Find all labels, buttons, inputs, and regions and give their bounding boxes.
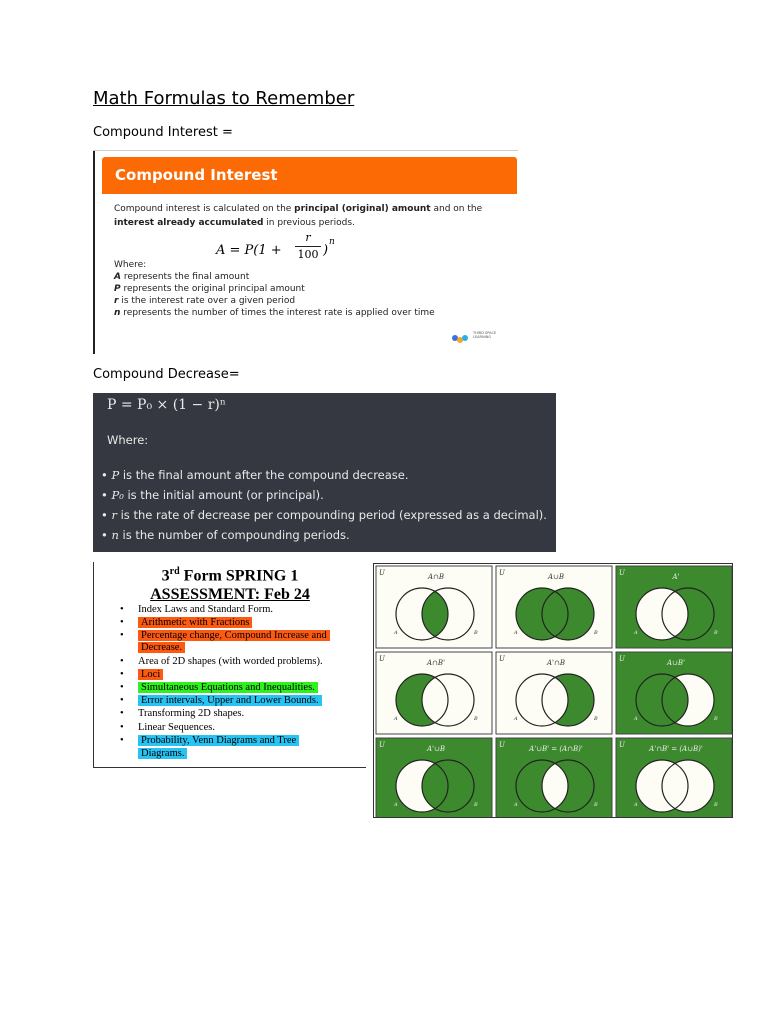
assessment-topic-text: Linear Sequences. [138, 722, 215, 733]
cd-bullet-text: is the number of compounding periods. [118, 528, 350, 542]
region-label: A'∪B' = (A∩B)' [529, 745, 583, 753]
set-b-label: B [714, 716, 718, 722]
var-symbol: n [114, 308, 121, 318]
compound-decrease-formula: P = P₀ × (1 − r)ⁿ [107, 397, 226, 413]
set-a-label: A [394, 630, 398, 636]
assessment-topic-text: Arithmetic with Fractions [138, 617, 252, 628]
title-part: Form SPRING 1 [179, 567, 299, 585]
ci-var-a [114, 272, 249, 282]
region-label: A∪B [547, 573, 565, 581]
venn-diagrams-svg [374, 564, 732, 817]
assessment-topic [138, 708, 244, 720]
universal-label: U [379, 655, 385, 663]
cd-bullet-text: is the initial amount (or principal). [123, 488, 324, 502]
var-desc: represents the final amount [120, 272, 250, 282]
venn-cell [616, 652, 732, 734]
venn-cell [616, 566, 732, 648]
cd-symbol: r [111, 508, 117, 522]
cd-bullet-text: is the final amount after the compound decrease. [119, 468, 409, 482]
set-b-label: B [474, 716, 478, 722]
region-label: A'∪B [427, 745, 445, 753]
universal-label: U [619, 741, 625, 749]
cd-bullet-item: • P₀ is the initial amount (or principal). [101, 488, 324, 502]
formula-numerator: r [305, 231, 311, 244]
formula-denominator: 100 [297, 248, 319, 261]
venn-cell [496, 652, 612, 734]
set-b-label: B [714, 630, 718, 636]
ci-var-n [114, 308, 435, 318]
title-superscript: rd [169, 566, 180, 577]
ci-desc-text: in previous periods. [263, 218, 355, 228]
ci-desc-text: and on the [430, 204, 483, 214]
assessment-title-line-2: ASSESSMENT: Feb 24 [150, 586, 310, 603]
assessment-topic-text: Transforming 2D shapes. [138, 708, 245, 719]
venn-cell [496, 566, 612, 648]
set-a-label: A [634, 802, 638, 808]
region-label: A∪B' [667, 659, 685, 667]
formula-lhs: A = P(1 + [216, 243, 282, 258]
set-a-label: A [514, 802, 518, 808]
formula-exponent: n [329, 237, 335, 247]
var-symbol: P [114, 284, 121, 294]
assessment-topic-text: Probability, Venn Diagrams and Tree [138, 735, 299, 746]
title-part: 3 [161, 567, 170, 585]
assessment-topic [138, 735, 299, 747]
set-a-label: A [394, 716, 398, 722]
assessment-topic [138, 682, 318, 694]
set-a-label: A [634, 716, 638, 722]
compound-decrease-heading: Compound Decrease= [93, 367, 240, 382]
cd-bullet-item: • P is the final amount after the compound decrease. [101, 468, 409, 482]
assessment-topic [138, 669, 163, 681]
card-left-edge [93, 150, 95, 354]
assessment-topic-text: Simultaneous Equations and Inequalities. [138, 682, 318, 693]
var-symbol: r [114, 296, 119, 306]
compound-interest-header-text: Compound Interest [115, 166, 278, 184]
cd-symbol: n [111, 528, 119, 542]
assessment-topic-text: Loci [138, 669, 163, 680]
assessment-topic [138, 617, 252, 629]
cd-where-label: Where: [107, 433, 149, 447]
card-top-border [93, 150, 518, 151]
region-label: A' [672, 573, 680, 581]
var-desc: represents the original principal amount [120, 284, 305, 294]
ci-description-line-2 [114, 218, 355, 228]
third-space-learning-logo [451, 330, 511, 342]
region-label: A∩B [427, 573, 445, 581]
venn-cell [376, 652, 492, 734]
ci-var-r [114, 296, 295, 306]
assessment-topic-text: Area of 2D shapes (with worded problems). [138, 656, 323, 667]
set-b-label: B [594, 630, 598, 636]
assessment-topic [138, 656, 323, 668]
assessment-topic-text: Error intervals, Upper and Lower Bounds. [138, 695, 322, 706]
compound-interest-heading: Compound Interest = [93, 125, 233, 140]
cd-bullet-item: • r is the rate of decrease per compounding period (expressed as a decimal). [101, 508, 547, 522]
assessment-topic [138, 604, 273, 616]
venn-cell [616, 738, 732, 817]
universal-label: U [379, 569, 385, 577]
assessment-card [93, 562, 366, 768]
ci-where-label: Where: [114, 260, 147, 270]
set-a-label: A [394, 802, 398, 808]
var-desc: is the interest rate over a given period [118, 296, 296, 306]
set-a-label: A [514, 716, 518, 722]
assessment-topic [138, 695, 322, 707]
assessment-topic [138, 642, 185, 654]
ci-desc-bold: interest already accumulated [114, 218, 264, 228]
set-b-label: B [714, 802, 718, 808]
region-label: A∩B' [427, 659, 445, 667]
universal-label: U [499, 569, 505, 577]
set-b-label: B [474, 630, 478, 636]
venn-cell [376, 738, 492, 817]
var-symbol: A [114, 272, 121, 282]
set-a-label: A [634, 630, 638, 636]
region-label: A'∩B [547, 659, 565, 667]
fraction-bar [295, 246, 321, 247]
assessment-topic-text: Index Laws and Standard Form. [138, 604, 274, 615]
universal-label: U [499, 655, 505, 663]
assessment-topic [138, 748, 187, 760]
universal-label: U [499, 741, 505, 749]
logo-text: THIRD SPACE LEARNING [473, 331, 497, 339]
venn-diagram-grid [373, 563, 733, 818]
assessment-topic-text: Diagrams. [138, 748, 187, 759]
cd-symbol: P₀ [111, 488, 124, 502]
set-b-label: B [594, 802, 598, 808]
formula-rhs: ) [323, 243, 329, 258]
assessment-topic [138, 630, 330, 642]
set-a-label: A [514, 630, 518, 636]
document-title: Math Formulas to Remember [93, 88, 355, 109]
cd-bullet-item: • n is the number of compounding periods. [101, 528, 350, 542]
region-label: A'∩B' = (A∪B)' [649, 745, 703, 753]
ci-var-p [114, 284, 305, 294]
compound-decrease-card [93, 393, 556, 552]
assessment-title-line-1 [94, 566, 366, 585]
compound-interest-card [93, 150, 518, 354]
ci-desc-bold: principal (original) amount [294, 204, 431, 214]
cd-symbol: P [111, 468, 120, 482]
compound-interest-formula [216, 233, 346, 267]
assessment-topic-text: Percentage change, Compound Increase and [138, 630, 330, 641]
cd-bullet-text: is the rate of decrease per compounding period (expressed as a decimal). [116, 508, 547, 522]
universal-label: U [619, 655, 625, 663]
var-desc: represents the number of times the interest rate is applied over time [120, 308, 435, 318]
universal-label: U [619, 569, 625, 577]
universal-label: U [379, 741, 385, 749]
venn-cell [496, 738, 612, 817]
assessment-topic [138, 722, 215, 734]
assessment-topic-text: Decrease. [138, 642, 185, 653]
ci-description-line-1 [114, 204, 482, 214]
ci-desc-text: Compound interest is calculated on the [114, 204, 295, 214]
compound-interest-header [102, 157, 517, 194]
set-b-label: B [594, 716, 598, 722]
set-b-label: B [474, 802, 478, 808]
venn-cell [376, 566, 492, 648]
